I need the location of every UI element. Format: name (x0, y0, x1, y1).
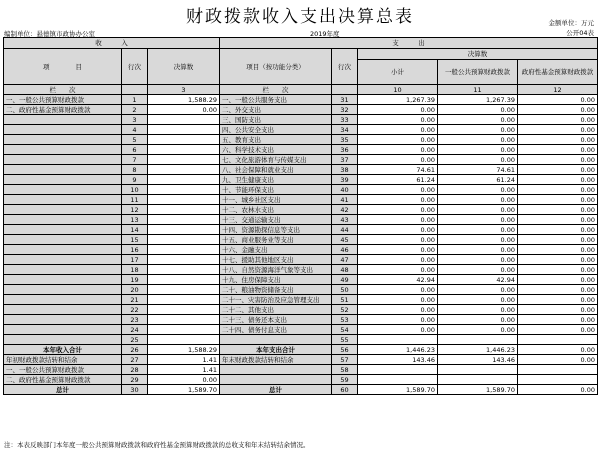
income-amount (148, 295, 220, 305)
income-amount: 1,588.29 (148, 345, 220, 355)
table-row (4, 225, 598, 235)
final-accounts-table (3, 37, 598, 395)
income-item: 二、政府性基金预算财政拨款 (4, 105, 122, 115)
expense-item (220, 365, 332, 375)
income-seq: 14 (122, 225, 148, 235)
expense-subtotal: 74.61 (358, 165, 438, 175)
income-seq: 30 (122, 385, 148, 395)
expense-general: 0.00 (438, 115, 518, 125)
table-row (4, 325, 598, 335)
table-row (4, 215, 598, 225)
expense-subtotal: 0.00 (358, 185, 438, 195)
income-amount (148, 125, 220, 135)
income-amount (148, 155, 220, 165)
final-group-header: 决算数 (358, 49, 598, 60)
expense-general: 1,267.39 (438, 95, 518, 105)
expense-subtotal: 0.00 (358, 155, 438, 165)
expense-subtotal: 1,589.70 (358, 385, 438, 395)
expense-fund: 0.00 (518, 95, 598, 105)
income-item (4, 115, 122, 125)
income-seq: 11 (122, 195, 148, 205)
income-item (4, 235, 122, 245)
column-index-exp-label: 栏 次 (220, 85, 332, 95)
table-row (4, 95, 598, 105)
expense-seq: 47 (332, 255, 358, 265)
expense-item: 本年支出合计 (220, 345, 332, 355)
income-item: 一、一般公共预算财政拨款 (4, 365, 122, 375)
expense-general (438, 375, 518, 385)
expense-fund: 0.00 (518, 175, 598, 185)
income-amount (148, 195, 220, 205)
income-item (4, 295, 122, 305)
income-seq-header: 行次 (122, 49, 148, 85)
expense-seq-header: 行次 (332, 49, 358, 85)
expense-fund: 0.00 (518, 115, 598, 125)
expense-seq: 43 (332, 215, 358, 225)
table-row (4, 315, 598, 325)
expense-item: 二十四、债务付息支出 (220, 325, 332, 335)
expense-item: 二、外交支出 (220, 105, 332, 115)
expense-fund (518, 335, 598, 345)
expense-general: 0.00 (438, 315, 518, 325)
expense-item: 八、社会保障和就业支出 (220, 165, 332, 175)
expense-seq: 46 (332, 245, 358, 255)
income-seq: 9 (122, 175, 148, 185)
expense-item: 二十三、债务还本支出 (220, 315, 332, 325)
expense-fund: 0.00 (518, 135, 598, 145)
expense-subtotal: 0.00 (358, 265, 438, 275)
income-amount (148, 245, 220, 255)
expense-subtotal (358, 375, 438, 385)
table-row (4, 335, 598, 345)
expense-subtotal (358, 335, 438, 345)
expense-subtotal: 0.00 (358, 245, 438, 255)
table-row (4, 245, 598, 255)
expense-fund: 0.00 (518, 145, 598, 155)
income-seq: 20 (122, 285, 148, 295)
expense-seq: 51 (332, 295, 358, 305)
expense-fund: 0.00 (518, 285, 598, 295)
income-seq: 29 (122, 375, 148, 385)
expense-section-header: 支 出 (220, 38, 598, 49)
table-row (4, 105, 598, 115)
income-amount: 0.00 (148, 375, 220, 385)
expense-seq: 41 (332, 195, 358, 205)
expense-item: 年末财政拨款结转和结余 (220, 355, 332, 365)
expense-item: 二十二、其他支出 (220, 305, 332, 315)
income-item: 年初财政拨款结转和结余 (4, 355, 122, 365)
expense-subtotal: 0.00 (358, 195, 438, 205)
income-item (4, 335, 122, 345)
footnote: 注：本表反映部门本年度一般公共预算财政拨款和政府性基金预算财政拨款的总收支和年末结转结余情况。 (4, 441, 310, 449)
income-amount (148, 325, 220, 335)
income-seq: 15 (122, 235, 148, 245)
expense-general: 74.61 (438, 165, 518, 175)
income-seq: 27 (122, 355, 148, 365)
expense-seq: 42 (332, 205, 358, 215)
expense-fund: 0.00 (518, 225, 598, 235)
expense-seq: 37 (332, 155, 358, 165)
expense-item: 九、卫生健康支出 (220, 175, 332, 185)
income-seq: 26 (122, 345, 148, 355)
expense-general: 0.00 (438, 225, 518, 235)
table-row (4, 265, 598, 275)
expense-fund: 0.00 (518, 155, 598, 165)
table-row (4, 275, 598, 285)
income-amount (148, 235, 220, 245)
expense-seq: 48 (332, 265, 358, 275)
income-amount (148, 115, 220, 125)
table-row (4, 145, 598, 155)
expense-general: 0.00 (438, 195, 518, 205)
income-amount: 1.41 (148, 355, 220, 365)
expense-item: 十二、农林水支出 (220, 205, 332, 215)
income-item (4, 325, 122, 335)
expense-seq: 52 (332, 305, 358, 315)
expense-item: 二十、粮油物资储备支出 (220, 285, 332, 295)
expense-general: 0.00 (438, 135, 518, 145)
income-item (4, 225, 122, 235)
income-item (4, 185, 122, 195)
table-row (4, 295, 598, 305)
income-amount (148, 145, 220, 155)
column-index-10: 10 (358, 85, 438, 95)
income-amount (148, 255, 220, 265)
expense-general: 0.00 (438, 145, 518, 155)
organization-label: 编制单位：悬德镇市政协办公室 (4, 30, 95, 38)
income-seq: 18 (122, 265, 148, 275)
expense-seq: 57 (332, 355, 358, 365)
income-item (4, 315, 122, 325)
expense-subtotal: 0.00 (358, 235, 438, 245)
expense-fund: 0.00 (518, 235, 598, 245)
expense-subtotal: 1,267.39 (358, 95, 438, 105)
expense-fund: 0.00 (518, 205, 598, 215)
table-row (4, 195, 598, 205)
expense-item (220, 375, 332, 385)
income-amount (148, 315, 220, 325)
expense-general: 0.00 (438, 265, 518, 275)
expense-item-header: 项目（按功能分类） (220, 49, 332, 85)
table-row (4, 255, 598, 265)
income-amount (148, 215, 220, 225)
expense-general: 0.00 (438, 235, 518, 245)
income-seq: 16 (122, 245, 148, 255)
expense-general: 0.00 (438, 255, 518, 265)
income-seq: 2 (122, 105, 148, 115)
subtotal-header: 小计 (358, 60, 438, 85)
summary-row (4, 345, 598, 355)
expense-subtotal: 0.00 (358, 305, 438, 315)
expense-subtotal: 0.00 (358, 315, 438, 325)
income-item: 一、一般公共预算财政拨款 (4, 95, 122, 105)
expense-seq: 34 (332, 125, 358, 135)
table-row (4, 125, 598, 135)
expense-subtotal (358, 365, 438, 375)
income-item: 二、政府性基金预算财政拨款 (4, 375, 122, 385)
income-amount (148, 275, 220, 285)
expense-general: 0.00 (438, 245, 518, 255)
expense-item: 十六、金融支出 (220, 245, 332, 255)
income-item-header: 项 目 (4, 49, 122, 85)
expense-subtotal: 1,446.23 (358, 345, 438, 355)
income-seq: 7 (122, 155, 148, 165)
expense-fund: 0.00 (518, 165, 598, 175)
expense-item: 十一、城乡社区支出 (220, 195, 332, 205)
income-seq: 28 (122, 365, 148, 375)
income-item (4, 265, 122, 275)
expense-item: 五、教育支出 (220, 135, 332, 145)
income-seq: 23 (122, 315, 148, 325)
general-budget-header: 一般公共预算财政拨款 (438, 60, 518, 85)
expense-general: 0.00 (438, 285, 518, 295)
income-amount (148, 135, 220, 145)
income-item (4, 165, 122, 175)
column-index-label: 栏 次 (4, 85, 122, 95)
expense-item: 十三、交通运输支出 (220, 215, 332, 225)
income-seq: 3 (122, 115, 148, 125)
income-amount: 1,588.29 (148, 95, 220, 105)
income-seq: 17 (122, 255, 148, 265)
expense-seq: 59 (332, 375, 358, 385)
expense-item: 四、公共安全支出 (220, 125, 332, 135)
income-seq: 13 (122, 215, 148, 225)
income-item (4, 255, 122, 265)
income-amount (148, 265, 220, 275)
income-amount (148, 175, 220, 185)
expense-seq: 50 (332, 285, 358, 295)
expense-fund (518, 365, 598, 375)
income-seq: 22 (122, 305, 148, 315)
income-seq: 25 (122, 335, 148, 345)
expense-seq: 44 (332, 225, 358, 235)
income-amount (148, 305, 220, 315)
expense-fund: 0.00 (518, 105, 598, 115)
expense-general: 42.94 (438, 275, 518, 285)
summary-row (4, 355, 598, 365)
expense-item: 一、一般公共服务支出 (220, 95, 332, 105)
expense-item: 二十一、灾害防治及应急管理支出 (220, 295, 332, 305)
expense-general: 0.00 (438, 295, 518, 305)
income-item (4, 305, 122, 315)
expense-seq: 31 (332, 95, 358, 105)
expense-subtotal: 0.00 (358, 255, 438, 265)
expense-subtotal: 0.00 (358, 145, 438, 155)
expense-fund: 0.00 (518, 385, 598, 395)
income-item (4, 285, 122, 295)
income-item (4, 215, 122, 225)
expense-subtotal: 0.00 (358, 205, 438, 215)
income-seq: 8 (122, 165, 148, 175)
expense-general: 0.00 (438, 305, 518, 315)
expense-general: 0.00 (438, 325, 518, 335)
expense-seq: 53 (332, 315, 358, 325)
income-item (4, 275, 122, 285)
expense-item (220, 335, 332, 345)
column-index-12: 12 (518, 85, 598, 95)
expense-seq: 32 (332, 105, 358, 115)
expense-subtotal: 61.24 (358, 175, 438, 185)
column-index-seq (122, 85, 148, 95)
expense-fund: 0.00 (518, 325, 598, 335)
expense-general: 61.24 (438, 175, 518, 185)
expense-fund: 0.00 (518, 275, 598, 285)
expense-subtotal: 0.00 (358, 105, 438, 115)
expense-general: 0.00 (438, 155, 518, 165)
expense-seq: 38 (332, 165, 358, 175)
expense-fund: 0.00 (518, 245, 598, 255)
expense-item: 十八、自然资源海洋气象等支出 (220, 265, 332, 275)
income-amount: 0.00 (148, 105, 220, 115)
expense-seq: 40 (332, 185, 358, 195)
table-row (4, 155, 598, 165)
income-item (4, 245, 122, 255)
expense-fund: 0.00 (518, 255, 598, 265)
expense-subtotal: 143.46 (358, 355, 438, 365)
expense-subtotal: 0.00 (358, 115, 438, 125)
income-amount: 1,589.70 (148, 385, 220, 395)
income-seq: 12 (122, 205, 148, 215)
income-amount (148, 335, 220, 345)
income-amount (148, 285, 220, 295)
expense-item: 总计 (220, 385, 332, 395)
income-seq: 21 (122, 295, 148, 305)
expense-seq: 60 (332, 385, 358, 395)
income-amount (148, 205, 220, 215)
income-item (4, 145, 122, 155)
expense-item: 十四、资源勘探信息等支出 (220, 225, 332, 235)
table-row (4, 205, 598, 215)
column-index-11: 11 (438, 85, 518, 95)
income-amount (148, 225, 220, 235)
expense-subtotal: 0.00 (358, 295, 438, 305)
income-item (4, 175, 122, 185)
expense-subtotal: 0.00 (358, 135, 438, 145)
expense-subtotal: 0.00 (358, 215, 438, 225)
expense-subtotal: 0.00 (358, 225, 438, 235)
table-row (4, 165, 598, 175)
income-seq: 5 (122, 135, 148, 145)
expense-seq: 58 (332, 365, 358, 375)
table-number: 公开04表 (566, 29, 594, 37)
income-seq: 4 (122, 125, 148, 135)
expense-fund: 0.00 (518, 345, 598, 355)
expense-item: 十七、援助其他地区支出 (220, 255, 332, 265)
expense-subtotal: 42.94 (358, 275, 438, 285)
expense-item: 十五、商业服务业等支出 (220, 235, 332, 245)
table-row (4, 305, 598, 315)
expense-general: 0.00 (438, 125, 518, 135)
expense-fund: 0.00 (518, 125, 598, 135)
expense-general: 143.46 (438, 355, 518, 365)
expense-seq: 33 (332, 115, 358, 125)
table-row (4, 235, 598, 245)
expense-fund: 0.00 (518, 265, 598, 275)
income-item: 总计 (4, 385, 122, 395)
table-row (4, 135, 598, 145)
income-item (4, 195, 122, 205)
table-row (4, 115, 598, 125)
table-row (4, 285, 598, 295)
expense-item: 十、节能环保支出 (220, 185, 332, 195)
income-section-header: 收 入 (4, 38, 220, 49)
expense-seq: 45 (332, 235, 358, 245)
expense-fund: 0.00 (518, 315, 598, 325)
expense-item: 十九、住房保障支出 (220, 275, 332, 285)
expense-fund: 0.00 (518, 215, 598, 225)
expense-seq: 56 (332, 345, 358, 355)
income-seq: 24 (122, 325, 148, 335)
expense-general: 1,446.23 (438, 345, 518, 355)
expense-seq: 55 (332, 335, 358, 345)
expense-general: 0.00 (438, 185, 518, 195)
expense-seq: 35 (332, 135, 358, 145)
income-amount: 1.41 (148, 365, 220, 375)
expense-seq: 49 (332, 275, 358, 285)
fund-budget-header: 政府性基金预算财政拨款 (518, 60, 598, 85)
expense-subtotal: 0.00 (358, 125, 438, 135)
expense-fund: 0.00 (518, 355, 598, 365)
column-index-exp-seq (332, 85, 358, 95)
income-seq: 10 (122, 185, 148, 195)
expense-item: 三、国防支出 (220, 115, 332, 125)
expense-fund: 0.00 (518, 295, 598, 305)
expense-fund: 0.00 (518, 195, 598, 205)
table-row (4, 175, 598, 185)
amount-unit: 金额单位：万元 (548, 19, 594, 27)
income-seq: 6 (122, 145, 148, 155)
expense-fund: 0.00 (518, 305, 598, 315)
summary-row (4, 365, 598, 375)
income-amount (148, 165, 220, 175)
income-seq: 1 (122, 95, 148, 105)
report-year: 2019年度 (310, 30, 340, 38)
expense-item: 六、科学技术支出 (220, 145, 332, 155)
summary-row (4, 375, 598, 385)
expense-seq: 54 (332, 325, 358, 335)
income-item (4, 205, 122, 215)
expense-general: 0.00 (438, 215, 518, 225)
expense-general: 0.00 (438, 105, 518, 115)
summary-row (4, 385, 598, 395)
income-seq: 19 (122, 275, 148, 285)
expense-general (438, 335, 518, 345)
column-index-3: 3 (148, 85, 220, 95)
report-title: 财政拨款收入支出决算总表 (186, 7, 414, 27)
expense-seq: 39 (332, 175, 358, 185)
income-final-header: 决算数 (148, 49, 220, 85)
income-item: 本年收入合计 (4, 345, 122, 355)
income-item (4, 135, 122, 145)
expense-general (438, 365, 518, 375)
income-amount (148, 185, 220, 195)
income-item (4, 125, 122, 135)
expense-item: 七、文化旅游体育与传媒支出 (220, 155, 332, 165)
table-row (4, 185, 598, 195)
expense-general: 0.00 (438, 205, 518, 215)
expense-seq: 36 (332, 145, 358, 155)
expense-fund: 0.00 (518, 185, 598, 195)
expense-general: 1,589.70 (438, 385, 518, 395)
income-item (4, 155, 122, 165)
expense-subtotal: 0.00 (358, 285, 438, 295)
expense-fund (518, 375, 598, 385)
expense-subtotal: 0.00 (358, 325, 438, 335)
